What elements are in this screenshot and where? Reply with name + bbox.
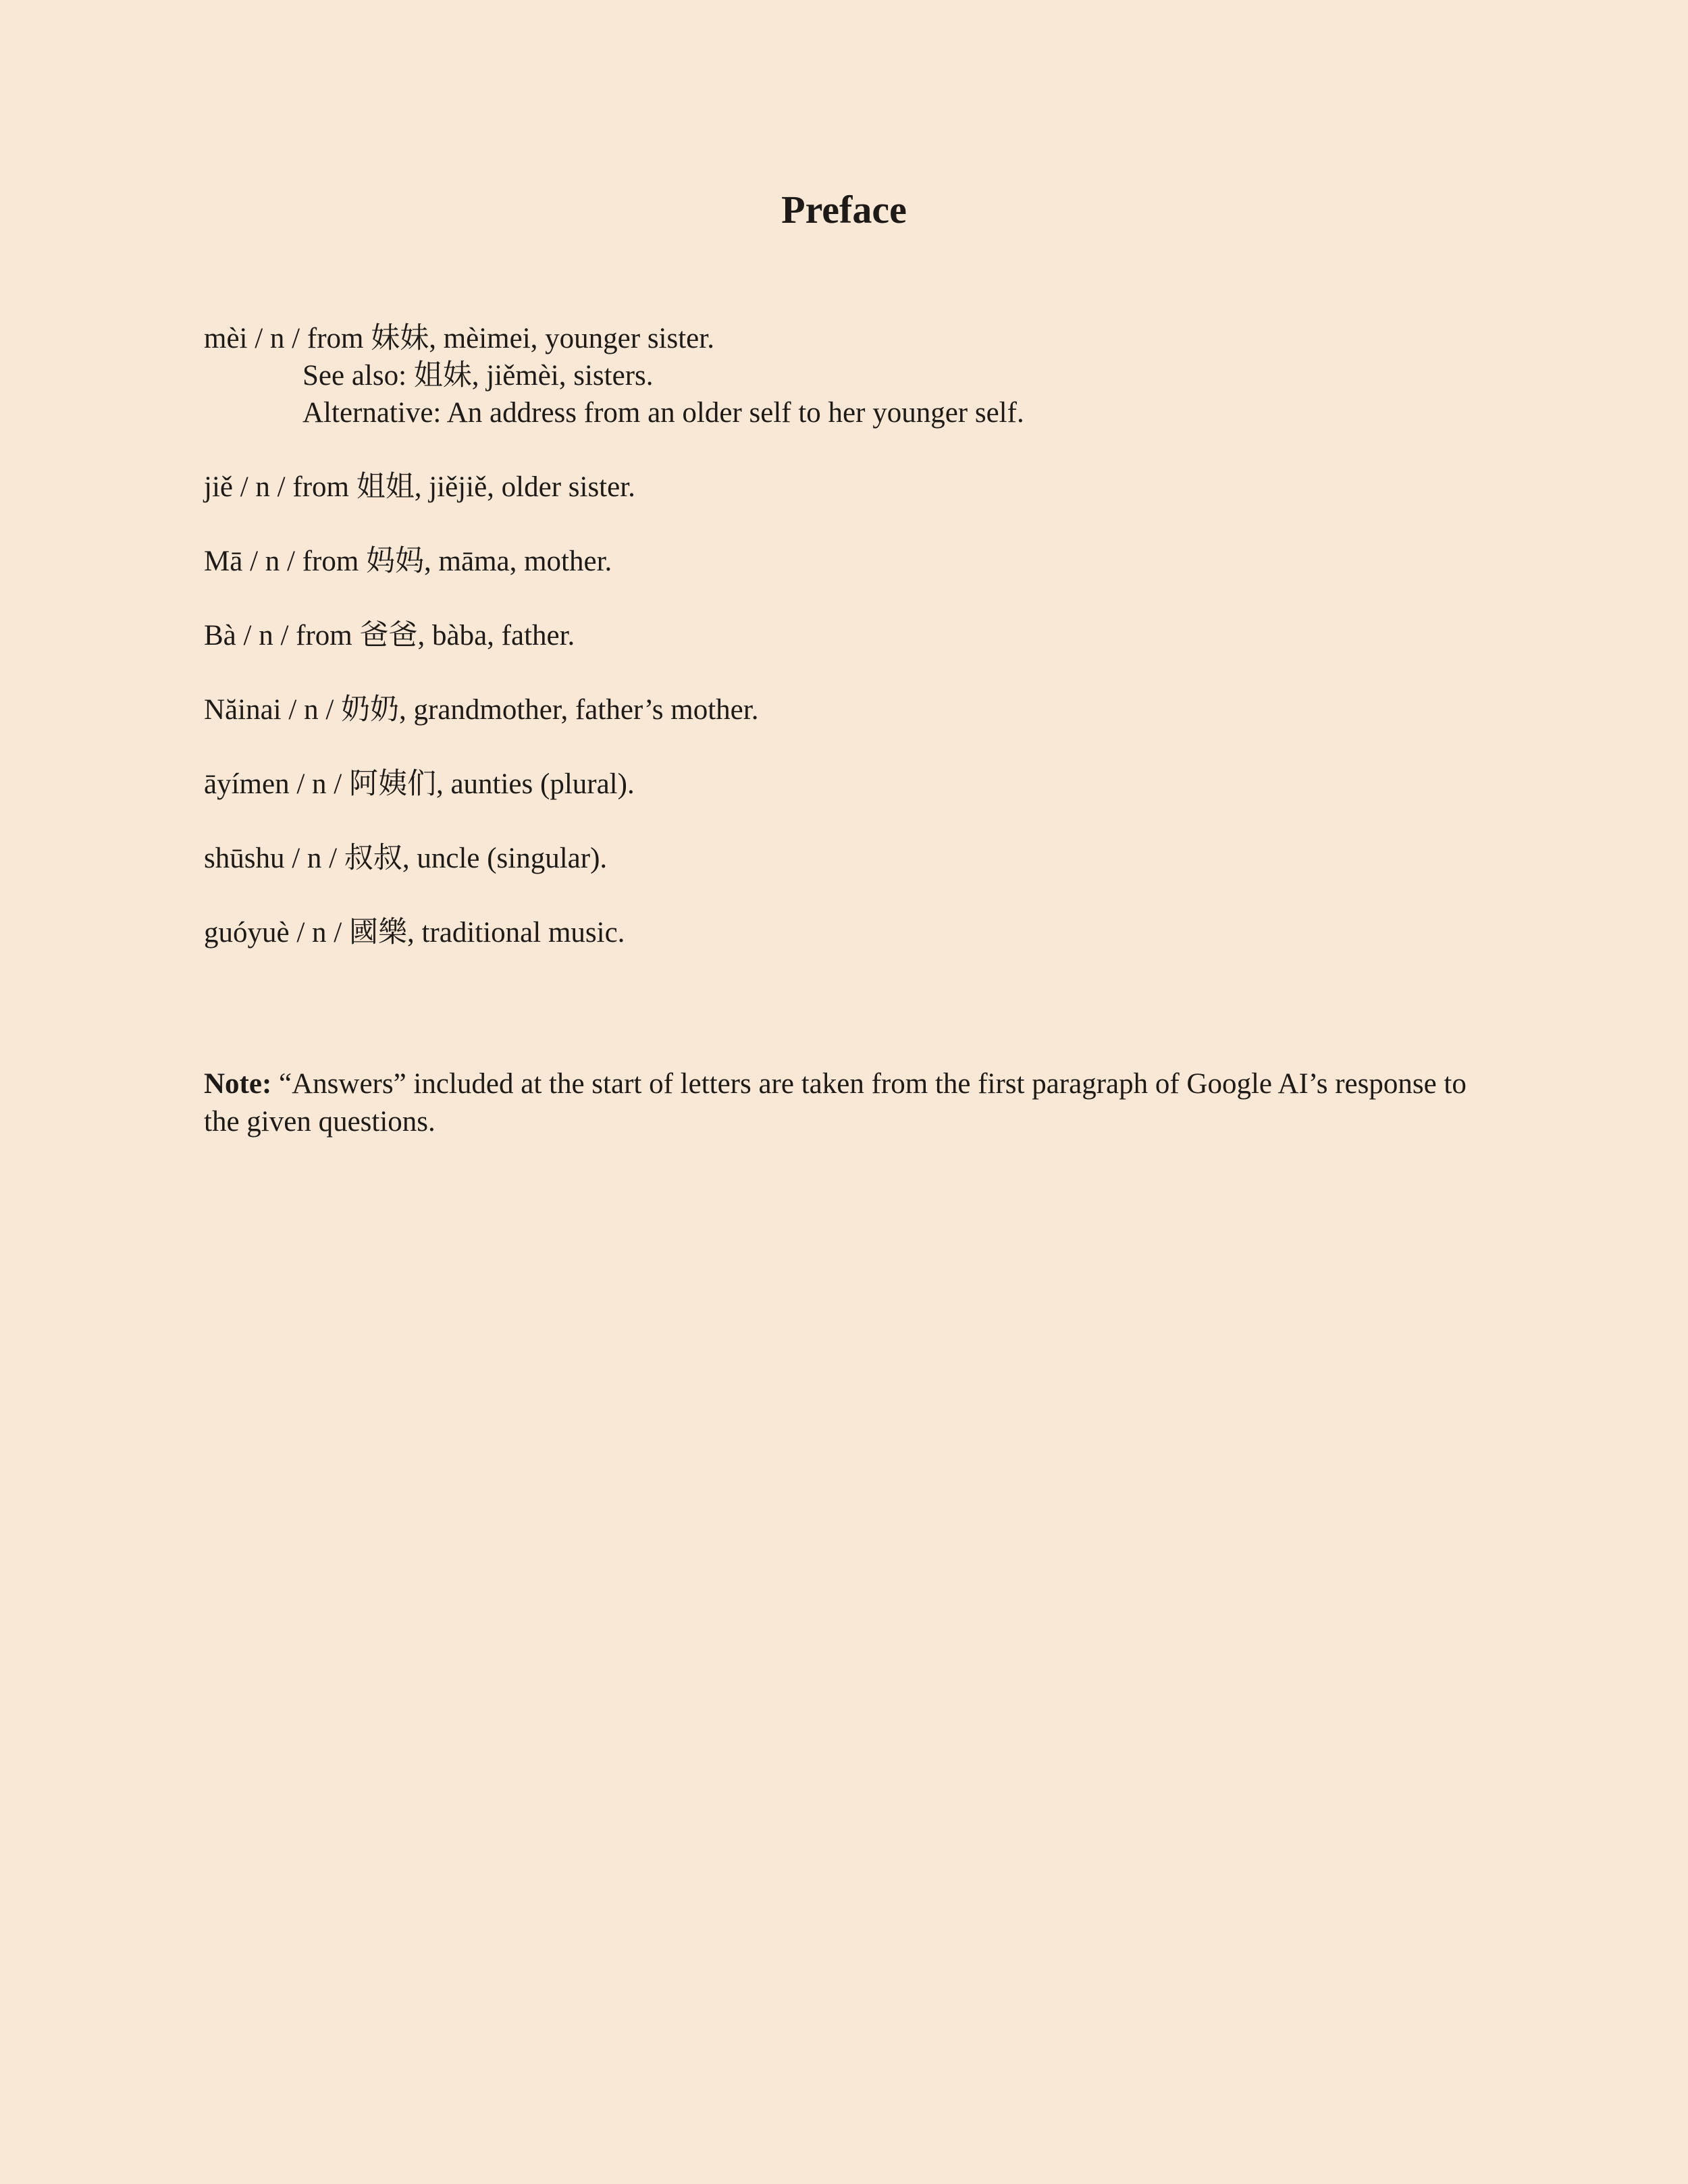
note-paragraph — [204, 1065, 1507, 1141]
note-text: “Answers” included at the start of letters are taken from the first paragraph of Google AI’s response to the given questions. — [204, 1068, 1467, 1138]
glossary-entry-jie — [204, 469, 1554, 506]
glossary-entry-ba — [204, 617, 1554, 654]
glossary-entry-nainai — [204, 691, 1554, 728]
glossary-entry-mei — [204, 320, 1554, 431]
glossary-entry-text: guóyuè / n / 國樂, traditional music. — [204, 917, 625, 949]
glossary-entry-text: mèi / n / from 妹妹, mèimei, younger sister. — [204, 323, 714, 354]
glossary-entry-shushu — [204, 840, 1554, 877]
page-title: Preface — [781, 188, 907, 232]
glossary-entry-text: āyímen / n / 阿姨们, aunties (plural). — [204, 768, 635, 800]
glossary-alternative: Alternative: An address from an older self to her younger self. — [302, 397, 1024, 429]
note-label: Note: — [204, 1068, 272, 1100]
glossary-entry-text: Năinai / n / 奶奶, grandmother, father’s mother. — [204, 694, 759, 726]
glossary-entry-text: Mā / n / from 妈妈, māma, mother. — [204, 545, 612, 577]
glossary-see-also: See also: 姐妹, jiěmèi, sisters. — [302, 360, 654, 392]
glossary-entry-text: Bà / n / from 爸爸, bàba, father. — [204, 620, 575, 651]
glossary-list — [204, 320, 1554, 988]
glossary-entry-ma — [204, 543, 1554, 580]
glossary-entry-text: jiě / n / from 姐姐, jiějiě, older sister. — [204, 471, 635, 503]
glossary-entry-ayimen — [204, 766, 1554, 803]
glossary-entry-text: shūshu / n / 叔叔, uncle (singular). — [204, 843, 608, 874]
glossary-entry-guoyue — [204, 914, 1554, 951]
